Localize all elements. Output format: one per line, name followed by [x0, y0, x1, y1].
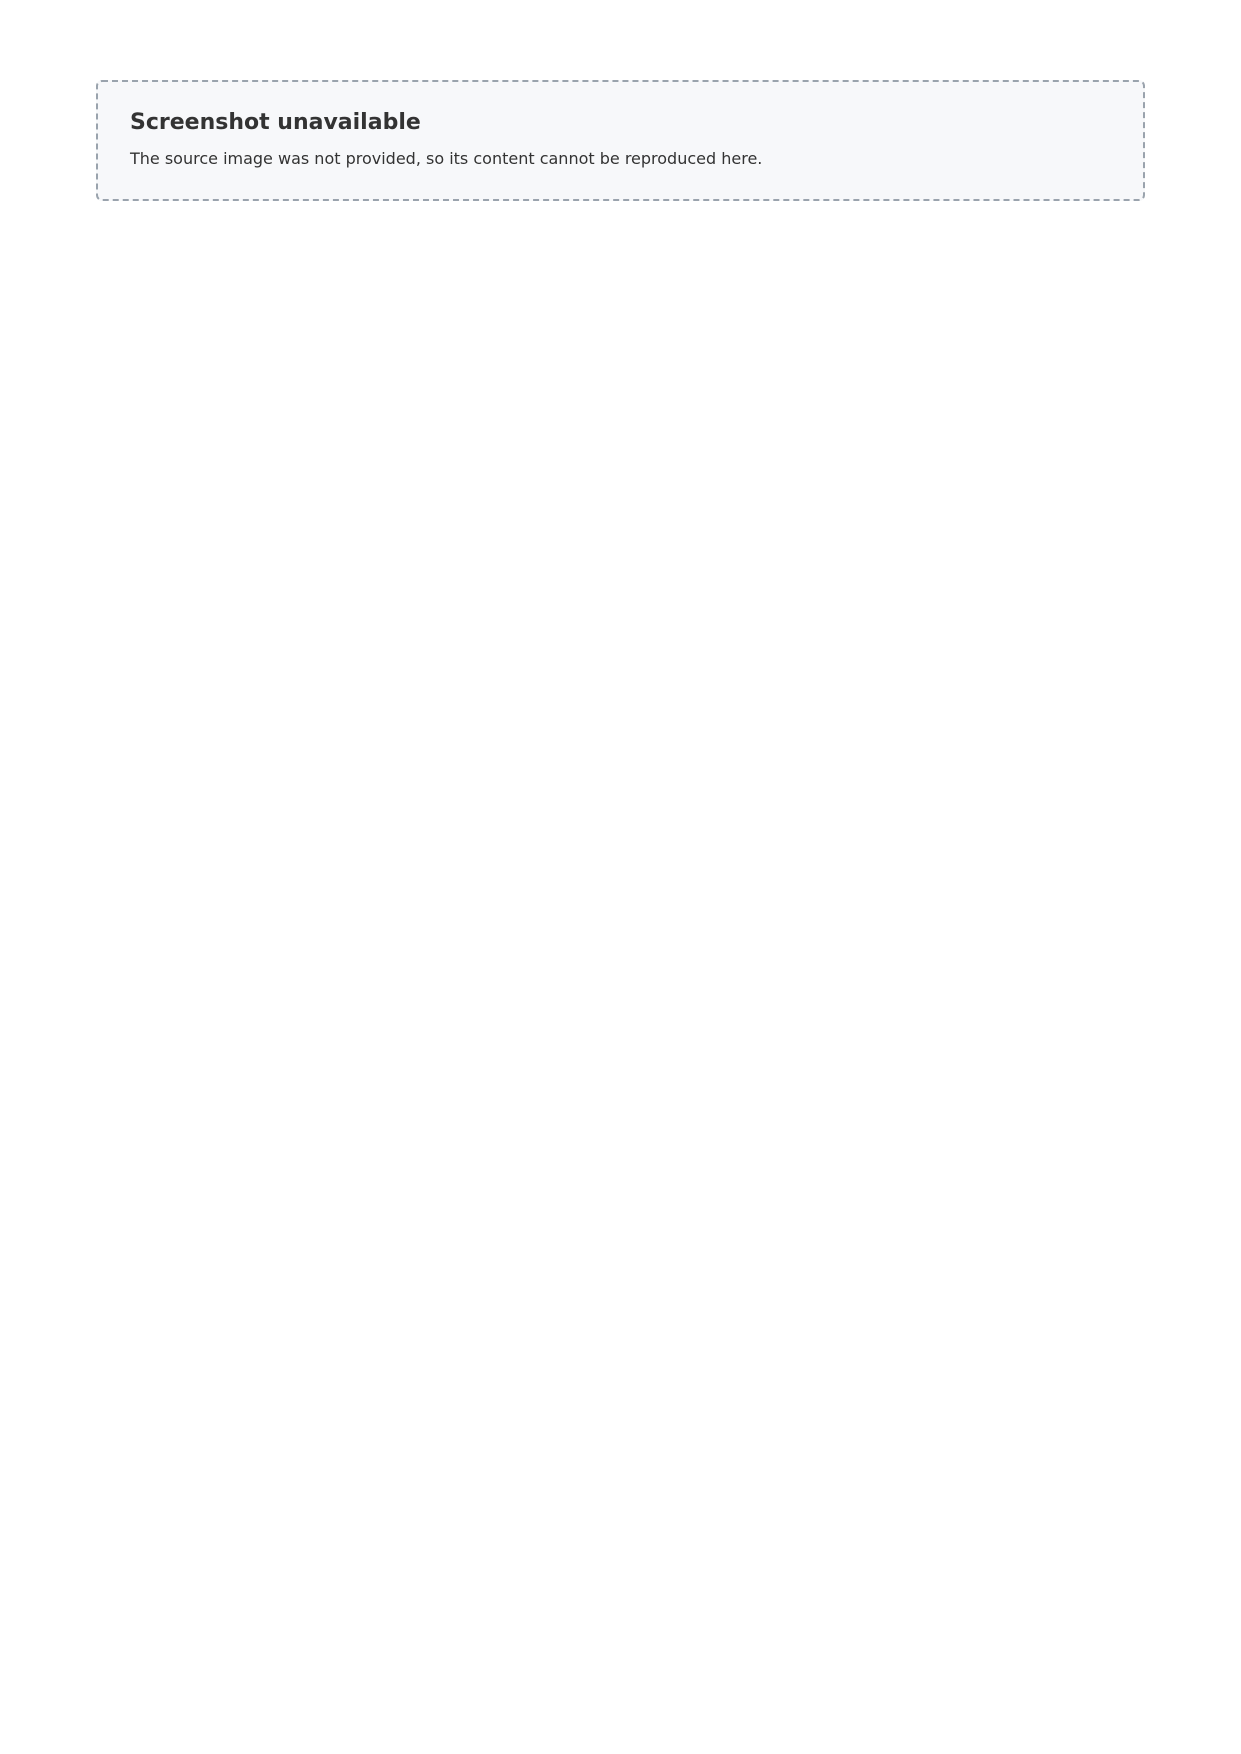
notice-text: The source image was not provided, so its content cannot be reproduced here.: [130, 149, 763, 168]
missing-image-notice: [96, 80, 1145, 201]
notice-title: Screenshot unavailable: [130, 110, 421, 135]
